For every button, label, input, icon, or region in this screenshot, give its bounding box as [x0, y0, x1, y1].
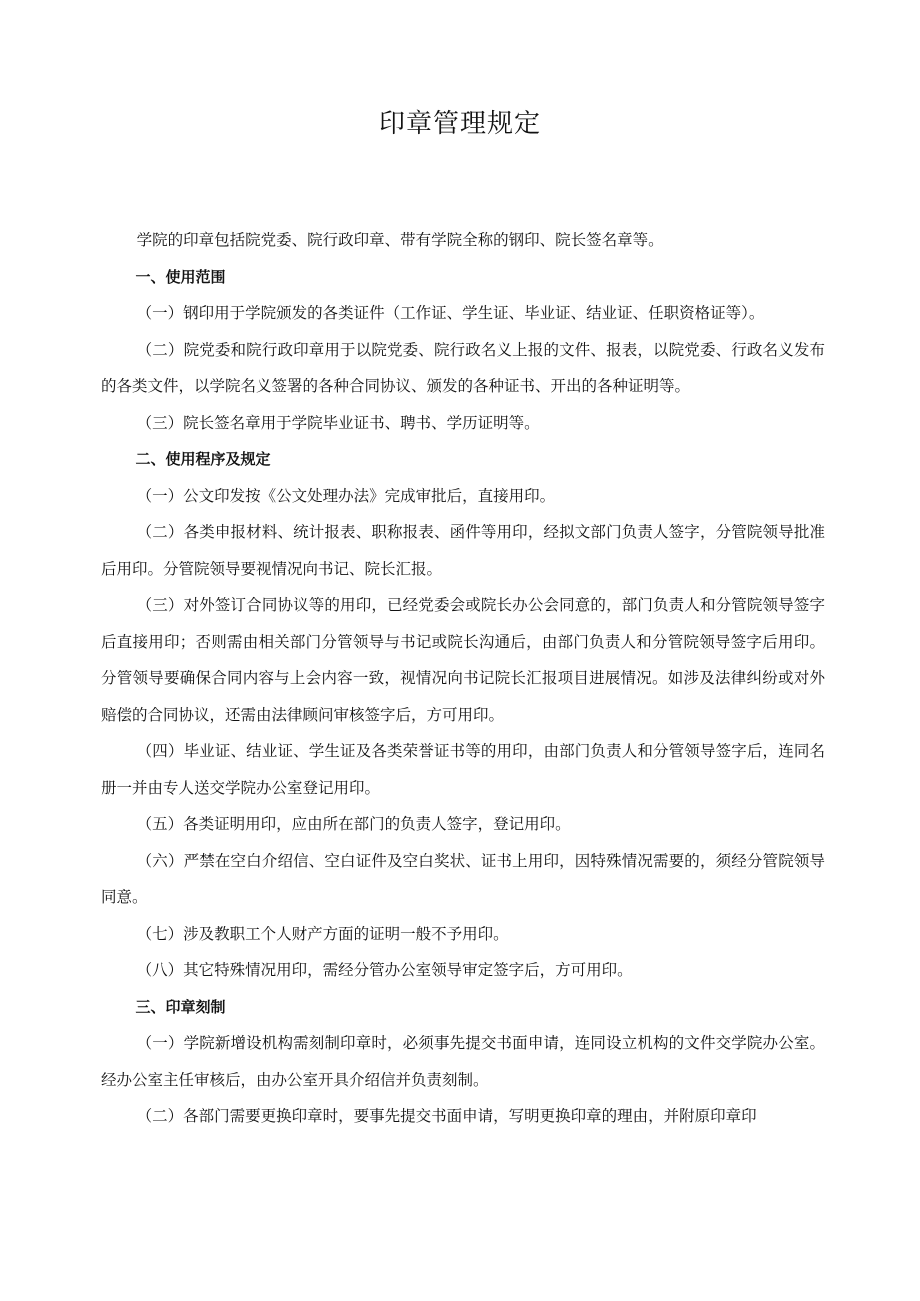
- paragraph: （三）对外签订合同协议等的用印，已经党委会或院长办公会同意的，部门负责人和分管院领导签字后直接用印；否则需由相关部门分管领导与书记或院长沟通后，由部门负责人和分管院领导签字后用印。分管领导要确保合同内容与上会内容一致，视情况向书记院长汇报项目进展情况。如涉及法律纠纷或对外赔偿的合同协议，还需由法律顾问审核签字后，方可用印。: [101, 596, 825, 724]
- intro-paragraph: 学院的印章包括院党委、院行政印章、带有学院全称的钢印、院长签名章等。: [136, 231, 664, 249]
- document-body: [101, 222, 825, 1135]
- section-heading-procedure: 二、使用程序及规定: [135, 450, 271, 468]
- paragraph: （二）院党委和院行政印章用于以院党委、院行政名义上报的文件、报表，以院党委、行政名义发布的各类文件，以学院名义签署的各种合同协议、颁发的各种证书、开出的各种证明等。: [101, 340, 825, 395]
- paragraph: （六）严禁在空白介绍信、空白证件及空白奖状、证书上用印，因特殊情况需要的，须经分管院领导同意。: [101, 851, 825, 906]
- section-heading-scope: 一、使用范围: [135, 267, 226, 286]
- paragraph: （一）钢印用于学院颁发的各类证件（工作证、学生证、毕业证、结业证、任职资格证等）。: [136, 304, 765, 322]
- paragraph: （三）院长签名章用于学院毕业证书、聘书、学历证明等。: [136, 413, 540, 432]
- paragraph: （七）涉及教职工个人财产方面的证明一般不予用印。: [136, 924, 509, 943]
- paragraph: （八）其它特殊情况用印，需经分管办公室领导审定签字后，方可用印。: [136, 961, 633, 979]
- paragraph: （一）学院新增设机构需刻制印章时，必须事先提交书面申请，连同设立机构的文件交学院办公室。经办公室主任审核后，由办公室开具介绍信并负责刻制。: [101, 1034, 825, 1089]
- section-heading-engraving: 三、印章刻制: [135, 997, 226, 1016]
- paragraph: （五）各类证明用印，应由所在部门的负责人签字，登记用印。: [136, 815, 571, 833]
- paragraph: （二）各部门需要更换印章时，要事先提交书面申请，写明更换印章的理由，并附原印章印: [136, 1107, 757, 1125]
- paragraph: （二）各类申报材料、统计报表、职称报表、函件等用印，经拟文部门负责人签字，分管院领导批准后用印。分管院领导要视情况向书记、院长汇报。: [101, 523, 825, 578]
- paragraph: （四）毕业证、结业证、学生证及各类荣誉证书等的用印，由部门负责人和分管领导签字后，连同名册一并由专人送交学院办公室登记用印。: [101, 742, 825, 797]
- paragraph: （一）公文印发按《公文处理办法》完成审批后，直接用印。: [136, 486, 556, 505]
- document-title: 印章管理规定: [378, 109, 541, 139]
